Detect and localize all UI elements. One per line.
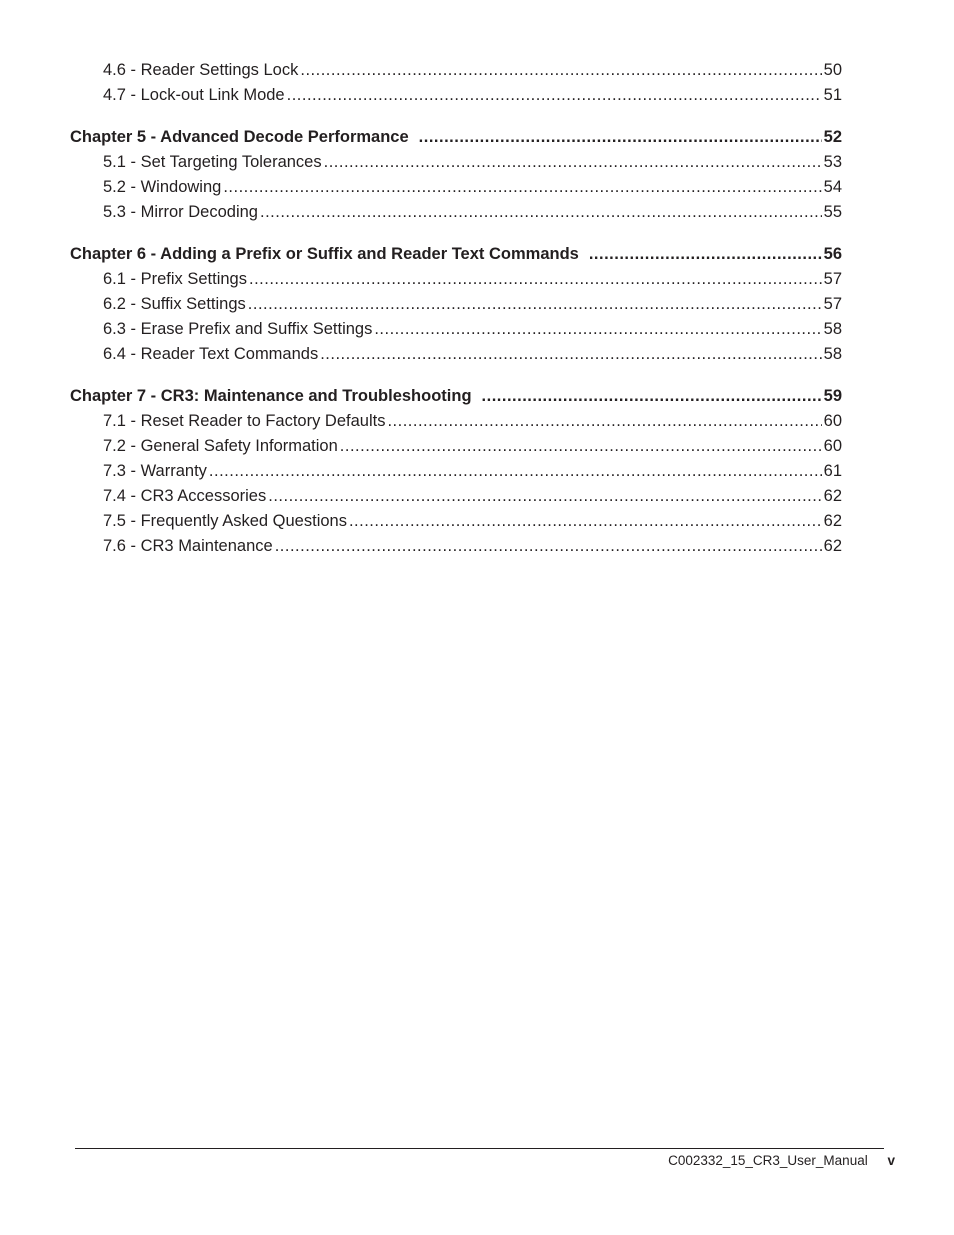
toc-entry-6-4[interactable]: [70, 342, 842, 367]
dot-leader: [248, 292, 822, 317]
toc-entry-page: 58: [823, 320, 842, 338]
dot-leader: [275, 534, 822, 559]
toc-entry-label: 6.4 - Reader Text Commands: [103, 345, 319, 363]
toc-entry-7-2[interactable]: [70, 434, 842, 459]
toc-entry-label: 7.2 - General Safety Information: [103, 437, 338, 455]
toc-entry-label: 7.5 - Frequently Asked Questions: [103, 512, 347, 530]
dot-leader: [268, 484, 821, 509]
toc-chapter-6[interactable]: [70, 242, 842, 267]
toc-group-chapter-4-continued: [70, 58, 842, 108]
toc-entry-page: 60: [823, 437, 842, 455]
toc-entry-label: 7.3 - Warranty: [103, 462, 207, 480]
toc-entry-page: 60: [823, 412, 842, 430]
dot-leader: [482, 384, 822, 409]
dot-leader: [349, 509, 822, 534]
dot-leader: [340, 434, 822, 459]
toc-entry-label: 6.1 - Prefix Settings: [103, 270, 247, 288]
dot-leader: [260, 200, 822, 225]
toc-entry-page: 57: [823, 270, 842, 288]
toc-entry-7-1[interactable]: [70, 409, 842, 434]
toc-entry-6-3[interactable]: [70, 317, 842, 342]
toc-group-chapter-5: [70, 125, 842, 225]
toc-chapter-label: Chapter 6 - Adding a Prefix or Suffix and Reader Text Commands: [70, 245, 579, 263]
toc-entry-page: 62: [823, 537, 842, 555]
toc-chapter-page: 59: [823, 387, 842, 405]
dot-leader: [249, 267, 822, 292]
toc-entry-page: 62: [823, 487, 842, 505]
toc-entry-page: 57: [823, 295, 842, 313]
toc-entry-label: 6.3 - Erase Prefix and Suffix Settings: [103, 320, 373, 338]
toc-entry-4-6[interactable]: [70, 58, 842, 83]
toc-entry-label: 4.6 - Reader Settings Lock: [103, 61, 299, 79]
toc-entry-5-2[interactable]: [70, 175, 842, 200]
dot-leader: [320, 342, 821, 367]
toc-entry-5-1[interactable]: [70, 150, 842, 175]
toc-entry-page: 54: [823, 178, 842, 196]
toc-entry-label: 5.3 - Mirror Decoding: [103, 203, 258, 221]
toc-entry-page: 62: [823, 512, 842, 530]
toc-chapter-label: Chapter 5 - Advanced Decode Performance: [70, 128, 409, 146]
toc-entry-page: 55: [823, 203, 842, 221]
table-of-contents: [70, 58, 842, 559]
toc-entry-label: 5.1 - Set Targeting Tolerances: [103, 153, 322, 171]
page-footer: [668, 1153, 895, 1169]
toc-chapter-7[interactable]: [70, 384, 842, 409]
dot-leader: [300, 58, 821, 83]
toc-entry-label: 4.7 - Lock-out Link Mode: [103, 86, 285, 104]
toc-entry-page: 58: [823, 345, 842, 363]
dot-leader: [589, 242, 822, 267]
page-number: v: [887, 1153, 895, 1168]
toc-entry-6-2[interactable]: [70, 292, 842, 317]
toc-entry-6-1[interactable]: [70, 267, 842, 292]
toc-entry-page: 61: [823, 462, 842, 480]
dot-leader: [374, 317, 821, 342]
dot-leader: [419, 125, 822, 150]
toc-entry-7-5[interactable]: [70, 509, 842, 534]
toc-entry-7-6[interactable]: [70, 534, 842, 559]
toc-entry-5-3[interactable]: [70, 200, 842, 225]
toc-chapter-label: Chapter 7 - CR3: Maintenance and Troubleshooting: [70, 387, 472, 405]
toc-entry-7-3[interactable]: [70, 459, 842, 484]
document-id: C002332_15_CR3_User_Manual: [668, 1153, 868, 1168]
toc-entry-label: 7.1 - Reset Reader to Factory Defaults: [103, 412, 386, 430]
toc-entry-7-4[interactable]: [70, 484, 842, 509]
toc-chapter-page: 52: [823, 128, 842, 146]
toc-entry-label: 7.4 - CR3 Accessories: [103, 487, 267, 505]
dot-leader: [387, 409, 821, 434]
toc-entry-label: 6.2 - Suffix Settings: [103, 295, 246, 313]
toc-entry-page: 53: [823, 153, 842, 171]
dot-leader: [223, 175, 821, 200]
toc-entry-label: 5.2 - Windowing: [103, 178, 222, 196]
toc-group-chapter-6: [70, 242, 842, 367]
toc-entry-4-7[interactable]: [70, 83, 842, 108]
toc-entry-page: 51: [823, 86, 842, 104]
toc-chapter-page: 56: [823, 245, 842, 263]
toc-chapter-5[interactable]: [70, 125, 842, 150]
dot-leader: [287, 83, 822, 108]
toc-entry-label: 7.6 - CR3 Maintenance: [103, 537, 273, 555]
dot-leader: [209, 459, 822, 484]
footer-divider: [75, 1148, 884, 1149]
toc-entry-page: 50: [823, 61, 842, 79]
toc-group-chapter-7: [70, 384, 842, 559]
dot-leader: [324, 150, 822, 175]
